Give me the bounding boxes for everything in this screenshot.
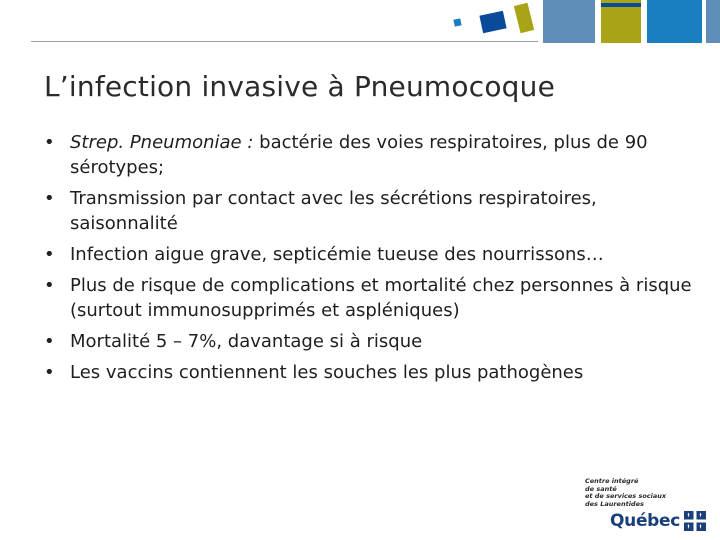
logo-name: Québec xyxy=(610,511,681,531)
bullet-list xyxy=(44,130,694,391)
cisss-laurentides-logo xyxy=(585,478,715,532)
bullet-text: bactérie des voies respiratoires, plus de 90 sérotypes; xyxy=(70,132,648,178)
bullet-text: Infection aigue grave, septicémie tueuse des nourrissons… xyxy=(70,244,604,265)
quebec-flag-icon xyxy=(684,511,706,531)
logo-org-text: Centre intégré de santé et de services sociaux des Laurentides xyxy=(585,477,667,508)
bullet-item xyxy=(44,186,694,236)
bullet-text: Transmission par contact avec les sécrétions respiratoires, saisonnalité xyxy=(70,188,597,234)
deco-block-steel xyxy=(543,0,595,43)
deco-square-olive-tilted xyxy=(514,3,534,34)
deco-bar-navy xyxy=(601,3,641,7)
deco-block-blue xyxy=(647,0,702,43)
bullet-item xyxy=(44,273,694,323)
deco-square-navy xyxy=(479,11,506,34)
bullet-emphasis: Strep. Pneumoniae : xyxy=(70,132,254,153)
header-decoration xyxy=(0,0,720,45)
bullet-dot: • xyxy=(44,362,55,383)
deco-square-small xyxy=(453,18,461,26)
bullet-item xyxy=(44,242,694,267)
bullet-item xyxy=(44,329,694,354)
bullet-item xyxy=(44,130,694,180)
bullet-dot: • xyxy=(44,188,55,209)
bullet-dot: • xyxy=(44,275,55,296)
bullet-text: Mortalité 5 – 7%, davantage si à risque xyxy=(70,331,423,352)
bullet-text: Plus de risque de complications et mortalité chez personnes à risque (surtout immunosupprimés et aspléniques) xyxy=(70,275,692,321)
bullet-dot: • xyxy=(44,244,55,265)
deco-block-edge xyxy=(706,0,720,43)
bullet-item xyxy=(44,360,694,385)
bullet-dot: • xyxy=(44,331,55,352)
bullet-text: Les vaccins contiennent les souches les plus pathogènes xyxy=(70,362,584,383)
slide-title: L’infection invasive à Pneumocoque xyxy=(44,70,556,103)
bullet-dot: • xyxy=(44,132,55,153)
header-rule xyxy=(31,41,538,42)
